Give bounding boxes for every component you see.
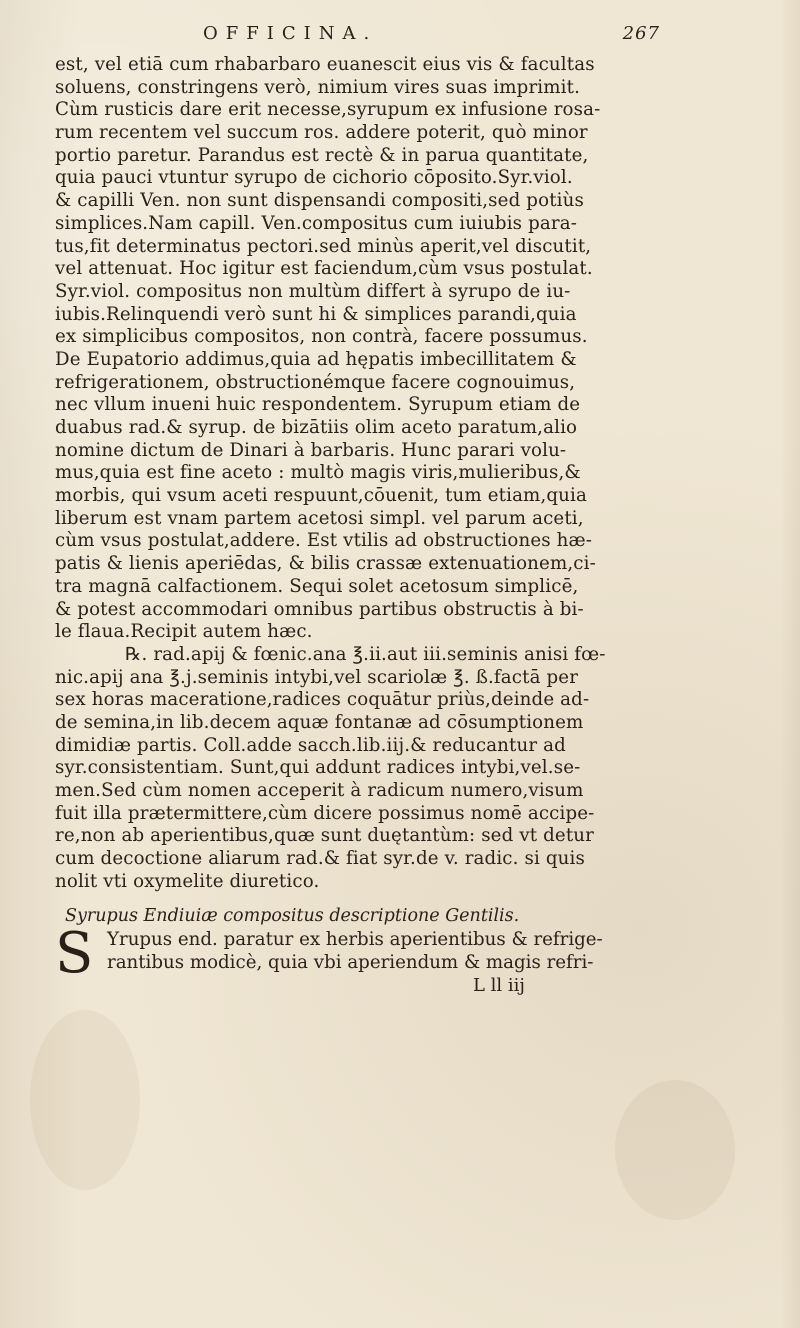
text-line: rum recentem vel succum ros. addere poterit, quò minor bbox=[55, 122, 588, 144]
recipe-line: de semina,in lib.decem aquæ fontanæ ad cōsumptionem bbox=[55, 711, 584, 733]
recipe-line: sex horas maceratione,radices coquātur priùs,deinde ad- bbox=[55, 689, 590, 711]
recipe-line: dimidiæ partis. Coll.adde sacch.lib.iij.& reducantur ad bbox=[55, 734, 566, 756]
main-text bbox=[55, 54, 765, 998]
text-line: iubis.Relinquendi verò sunt hi & simplices parandi,quia bbox=[55, 303, 577, 325]
text-line: refrigerationem, obstructionémque facere cognouimus, bbox=[55, 371, 576, 393]
text-line: & capilli Ven. non sunt dispensandi compositi,sed potiùs bbox=[55, 190, 584, 212]
section-line-text: Yrupus end. paratur ex herbis aperientibus & refrige- bbox=[107, 929, 603, 951]
text-line: liberum est vnam partem acetosi simpl. vel parum aceti, bbox=[55, 507, 584, 529]
drop-cap: S bbox=[55, 921, 94, 987]
text-line: ex simplicibus compositos, non contrà, facere possumus. bbox=[55, 326, 588, 348]
text-line: vel attenuat. Hoc igitur est faciendum,cùm vsus postulat. bbox=[55, 258, 593, 280]
recipe-line: nic.apij ana ℥.j.seminis intybi,vel scariolæ ℥. ß.factā per bbox=[55, 666, 579, 688]
recipe-line: nolit vti oxymelite diuretico. bbox=[55, 870, 320, 892]
recipe-line: re,non ab aperientibus,quæ sunt duętantùm: sed vt detur bbox=[55, 825, 594, 847]
section-second-line bbox=[55, 952, 765, 975]
running-title: OFFICINA. bbox=[203, 23, 378, 44]
text-line: quia pauci vtuntur syrupo de cichorio cōposito.Syr.viol. bbox=[55, 167, 573, 189]
recipe-line: ℞. rad.apij & fœnic.ana ℥.ii.aut iii.seminis anisi fœ- bbox=[125, 643, 606, 665]
text-line: est, vel etiā cum rhabarbaro euanescit eius vis & facultas bbox=[55, 54, 595, 75]
text-line: nomine dictum de Dinari à barbaris. Hunc parari volu- bbox=[55, 439, 567, 461]
text-line: De Eupatorio addimus,quia ad hępatis imbecillitatem & bbox=[55, 348, 577, 370]
text-line: tra magnā calfactionem. Sequi solet acetosum simplicē, bbox=[55, 575, 579, 597]
text-line: simplices.Nam capill. Ven.compositus cum iuiubis para- bbox=[55, 212, 578, 234]
text-line: le flaua.Recipit autem hæc. bbox=[55, 621, 313, 643]
text-line: duabus rad.& syrup. de bizātiis olim aceto paratum,alio bbox=[55, 417, 578, 438]
section-line-text: rantibus modicè, quia vbi aperiendum & magis refri- bbox=[107, 951, 594, 973]
section-heading: Syrupus Endiuiæ compositus descriptione Gentilis. bbox=[65, 906, 520, 927]
text-line: portio paretur. Parandus est rectè & in parua quantitate, bbox=[55, 144, 589, 166]
paper-stain bbox=[615, 1080, 735, 1220]
paper-stain bbox=[30, 1010, 140, 1190]
page-number: 267 bbox=[622, 23, 660, 44]
recipe-line: men.Sed cùm nomen acceperit à radicum numero,visum bbox=[55, 780, 584, 801]
recipe-line: fuit illa prætermittere,cùm dicere possimus nomē accipe- bbox=[55, 802, 595, 824]
text-line: Syr.viol. compositus non multùm differt à syrupo de iu- bbox=[55, 280, 571, 302]
recipe-line: syr.consistentiam. Sunt,qui addunt radices intybi,vel.se- bbox=[55, 757, 581, 779]
text-line: patis & lienis aperiēdas, & bilis crassæ extenuationem,ci- bbox=[55, 553, 596, 575]
signature-mark: L ll iij bbox=[473, 975, 526, 997]
text-line: mus,quia est fine aceto : multò magis viris,mulieribus,& bbox=[55, 462, 581, 484]
recipe-line: cum decoctione aliarum rad.& fiat syr.de v. radic. si quis bbox=[55, 848, 585, 870]
text-line: nec vllum inueni huic respondentem. Syrupum etiam de bbox=[55, 394, 581, 416]
text-line: soluens, constringens verò, nimium vires suas imprimit. bbox=[55, 76, 581, 98]
text-line: Cùm rusticis dare erit necesse,syrupum ex infusione rosa- bbox=[55, 99, 601, 121]
text-line: morbis, qui vsum aceti respuunt,cōuenit, tum etiam,quia bbox=[55, 485, 588, 507]
running-header bbox=[195, 20, 660, 48]
text-line: cùm vsus postulat,addere. Est vtilis ad obstructiones hæ- bbox=[55, 530, 593, 552]
text-line: & potest accommodari omnibus partibus obstructis à bi- bbox=[55, 598, 584, 620]
text-line: tus,fit determinatus pectori.sed minùs aperit,vel discutit, bbox=[55, 235, 592, 257]
